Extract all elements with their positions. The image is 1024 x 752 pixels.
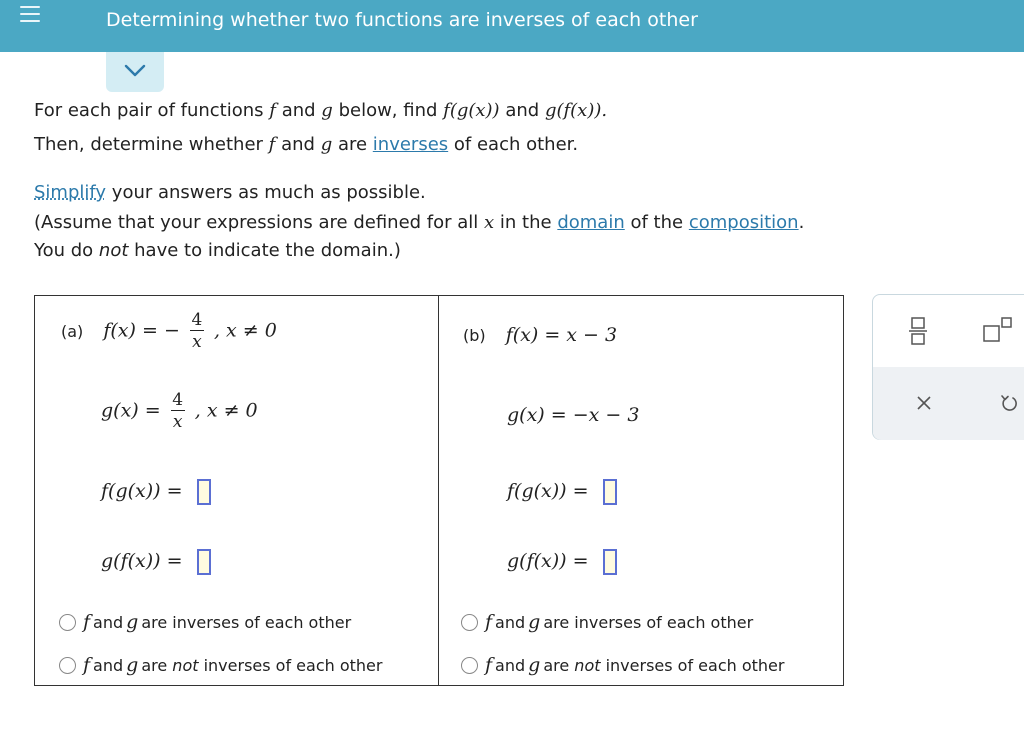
simplify-instruction: Simplify your answers as much as possible.	[34, 182, 426, 203]
fraction-icon[interactable]	[909, 317, 927, 345]
collapse-header-button[interactable]	[106, 52, 164, 92]
fraction: $\frac{4}{x}$	[172, 390, 184, 432]
radio-button[interactable]	[59, 614, 76, 631]
composition-link[interactable]: composition	[688, 212, 799, 233]
column-divider	[438, 296, 439, 685]
part-b-option-not-inverses[interactable]: f and g are not inverses of each other	[461, 654, 784, 676]
intro-line-2: Then, determine whether f and g are inverses of each other.	[34, 134, 579, 155]
part-b-gf-row: g(f(x)) =	[507, 549, 617, 575]
fraction: $\frac{4}{x}$	[191, 310, 203, 352]
top-bar	[0, 0, 1024, 52]
part-b-fg-answer-input[interactable]	[603, 479, 617, 505]
problem-table	[34, 295, 844, 686]
part-b-fg-row: f(g(x)) =	[507, 479, 617, 505]
part-a-option-inverses[interactable]: f and g are inverses of each other	[59, 611, 351, 633]
undo-icon[interactable]	[999, 393, 1019, 413]
part-a-gf-row: g(f(x)) =	[101, 549, 211, 575]
part-b-f-definition: (b) f(x) = x − 3	[463, 324, 618, 346]
part-a-gf-answer-input[interactable]	[197, 549, 211, 575]
part-a-fg-row: f(g(x)) =	[101, 479, 211, 505]
part-a-f-definition: (a) f(x) = − $\frac{4}{x}$ , x ≠ 0	[61, 310, 277, 352]
radio-button[interactable]	[59, 657, 76, 674]
math-palette	[872, 294, 1024, 440]
simplify-link[interactable]: Simplify	[34, 182, 107, 203]
part-a-option-not-inverses[interactable]: f and g are not inverses of each other	[59, 654, 382, 676]
radio-button[interactable]	[461, 657, 478, 674]
intro-line-1: For each pair of functions f and g below, find f(g(x)) and g(f(x)).	[34, 100, 608, 121]
assume-instruction: (Assume that your expressions are defined for all x in the domain of the composition.	[34, 212, 805, 233]
part-b-option-inverses[interactable]: f and g are inverses of each other	[461, 611, 753, 633]
page-title: Determining whether two functions are inverses of each other	[106, 9, 698, 31]
palette-actions	[873, 367, 1024, 440]
menu-icon[interactable]	[8, 0, 50, 30]
clear-icon[interactable]	[916, 395, 932, 411]
part-a-fg-answer-input[interactable]	[197, 479, 211, 505]
domain-link[interactable]: domain	[557, 212, 625, 233]
domain-note: You do not have to indicate the domain.)	[34, 240, 401, 261]
part-b-gf-answer-input[interactable]	[603, 549, 617, 575]
superscript-icon[interactable]	[983, 317, 1013, 343]
inverses-link[interactable]: inverses	[372, 134, 449, 155]
part-b-g-definition: g(x) = −x − 3	[507, 404, 640, 426]
radio-button[interactable]	[461, 614, 478, 631]
chevron-down-icon	[124, 64, 146, 78]
part-a-g-definition: g(x) = $\frac{4}{x}$ , x ≠ 0	[101, 390, 258, 432]
